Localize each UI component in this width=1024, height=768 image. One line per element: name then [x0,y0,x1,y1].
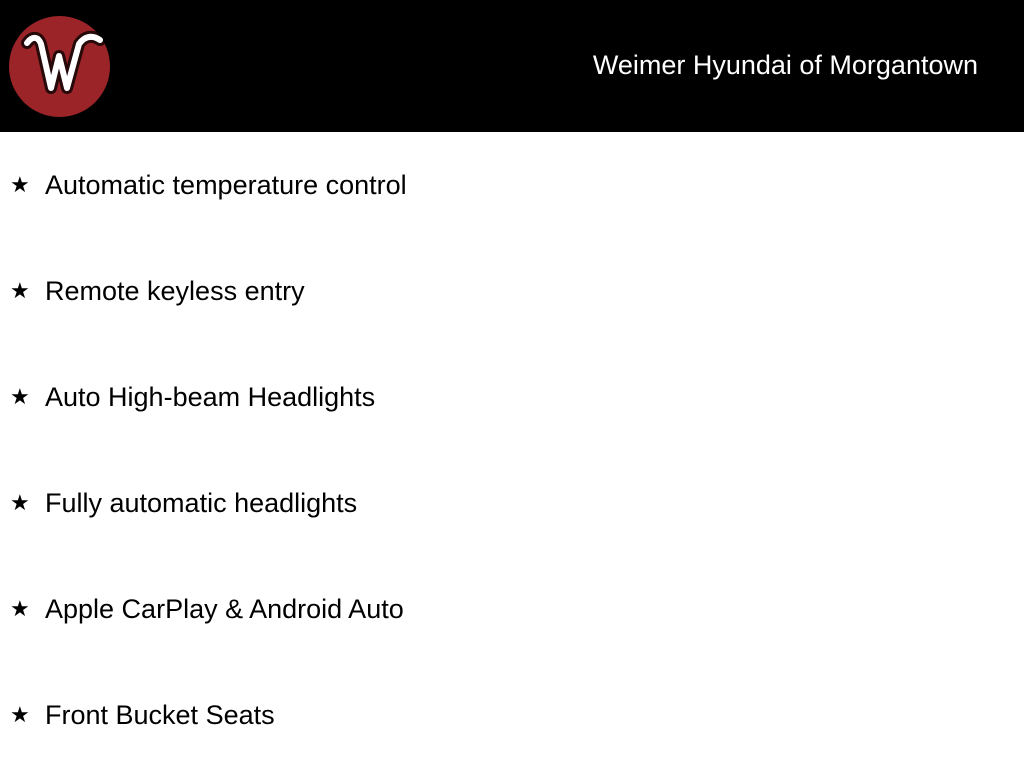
header-bar [0,0,1024,132]
feature-label: Remote keyless entry [45,276,305,306]
feature-item [0,695,1024,735]
feature-label: Fully automatic headlights [45,488,358,518]
dealer-name: Weimer Hyundai of Morgantown [592,50,978,80]
feature-label: Apple CarPlay & Android Auto [45,594,404,624]
feature-item [0,377,1024,417]
feature-item [0,165,1024,205]
star-icon: ★ [10,384,30,409]
feature-label: Auto High-beam Headlights [45,382,376,412]
star-icon: ★ [10,490,30,515]
feature-item [0,271,1024,311]
feature-list [0,132,1024,768]
feature-label: Front Bucket Seats [45,700,275,730]
star-icon: ★ [10,172,30,197]
star-icon: ★ [10,278,30,303]
feature-label: Automatic temperature control [45,170,407,200]
feature-item [0,589,1024,629]
star-icon: ★ [10,596,30,621]
star-icon: ★ [10,702,30,727]
feature-item [0,483,1024,523]
weimer-logo-icon [9,16,110,117]
